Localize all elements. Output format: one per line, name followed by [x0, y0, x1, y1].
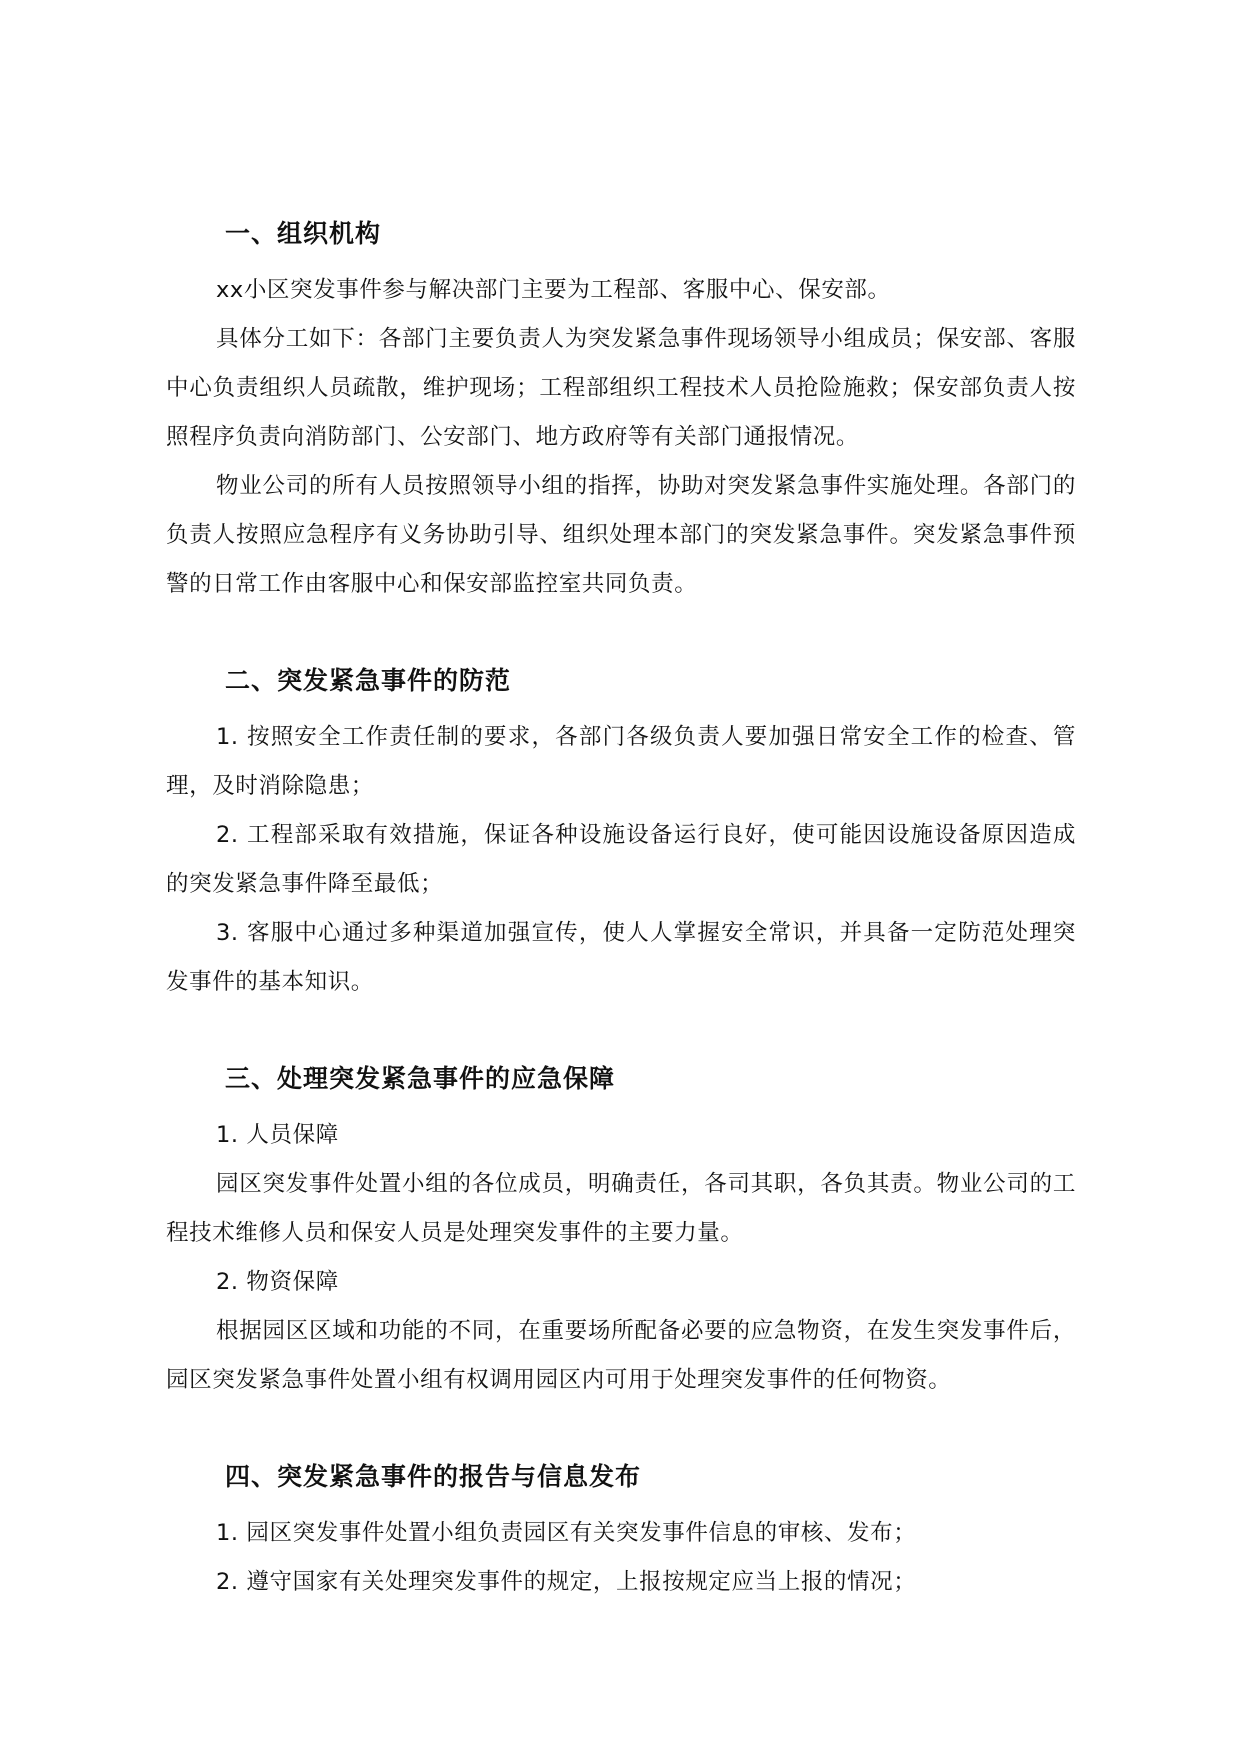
paragraph: 园区突发事件处置小组的各位成员，明确责任，各司其职，各负其责。物业公司的工程技术维修人员和保安人员是处理突发事件的主要力量。 [166, 1171, 1076, 1246]
document-body [166, 212, 1076, 1607]
paragraph: 2. 工程部采取有效措施，保证各种设施设备运行良好，使可能因设施设备原因造成的突发紧急事件降至最低； [166, 822, 1076, 897]
section-heading: 四、突发紧急事件的报告与信息发布 [225, 1462, 642, 1491]
section-emergency-support [166, 1057, 1076, 1405]
paragraph: xx小区突发事件参与解决部门主要为工程部、客服中心、保安部。 [216, 277, 891, 303]
paragraph: 1. 人员保障 [216, 1122, 339, 1148]
paragraph: 2. 物资保障 [216, 1269, 339, 1295]
paragraph: 1. 园区突发事件处置小组负责园区有关突发事件信息的审核、发布； [216, 1520, 917, 1546]
paragraph: 根据园区区域和功能的不同，在重要场所配备必要的应急物资，在发生突发事件后，园区突发紧急事件处置小组有权调用园区内可用于处理突发事件的任何物资。 [166, 1318, 1076, 1393]
section-prevention [166, 659, 1076, 1007]
paragraph: 2. 遵守国家有关处理突发事件的规定，上报按规定应当上报的情况； [216, 1569, 917, 1595]
paragraph: 物业公司的所有人员按照领导小组的指挥，协助对突发紧急事件实施处理。各部门的负责人按照应急程序有义务协助引导、组织处理本部门的突发紧急事件。突发紧急事件预警的日常工作由客服中心和保安部监控室共同负责。 [166, 473, 1076, 597]
section-organization [166, 212, 1076, 609]
section-heading: 一、组织机构 [225, 219, 382, 248]
section-heading: 三、处理突发紧急事件的应急保障 [225, 1064, 616, 1093]
section-reporting [166, 1455, 1076, 1607]
paragraph: 1. 按照安全工作责任制的要求，各部门各级负责人要加强日常安全工作的检查、管理，及时消除隐患； [166, 724, 1076, 799]
section-heading: 二、突发紧急事件的防范 [225, 666, 512, 695]
paragraph: 具体分工如下：各部门主要负责人为突发紧急事件现场领导小组成员；保安部、客服中心负责组织人员疏散，维护现场；工程部组织工程技术人员抢险施救；保安部负责人按照程序负责向消防部门、公安部门、地方政府等有关部门通报情况。 [166, 326, 1076, 450]
paragraph: 3. 客服中心通过多种渠道加强宣传，使人人掌握安全常识，并具备一定防范处理突发事件的基本知识。 [166, 920, 1076, 995]
